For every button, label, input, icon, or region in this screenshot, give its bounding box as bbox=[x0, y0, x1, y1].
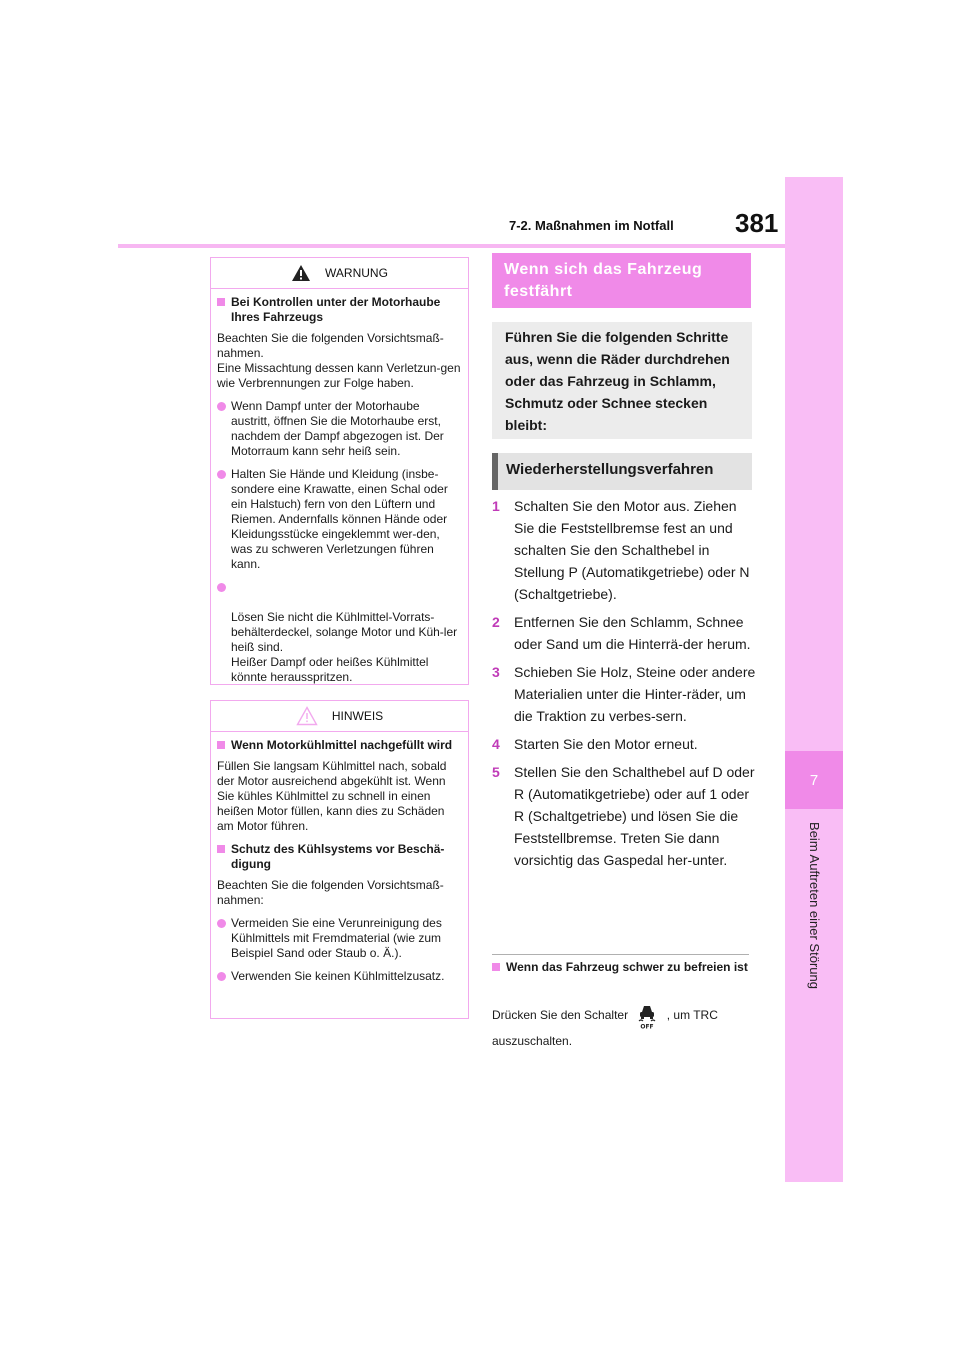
step-text: Stellen Sie den Schalthebel auf D oder R (Automatikgetriebe) oder auf 1 oder R (Schaltgetriebe) und lösen Sie die Feststellbremse. Treten Sie dann vorsichtig das Gaspedal her-unter. bbox=[514, 764, 755, 868]
square-bullet-icon bbox=[217, 298, 225, 306]
warning-bullet: Lösen Sie nicht die Kühlmittel-Vorrats-behälterdeckel, solange Motor und Küh-ler heiß sind. Heißer Dampf oder heißes Kühlmittel könnte herausspritzen. bbox=[217, 580, 462, 685]
chapter-tab-strip bbox=[785, 177, 843, 1182]
step-number: 3 bbox=[492, 664, 500, 680]
note-text-1: Füllen Sie langsam Kühlmittel nach, sobald der Motor ausreichend abgekühlt ist. Wenn Sie kühles Kühlmittel zu schnell in einen heißen Motor füllen, kann dies zu Schäden am Motor führen. bbox=[217, 759, 447, 833]
tail-heading: Wenn das Fahrzeug schwer zu befreien ist bbox=[492, 960, 752, 975]
note-text-2: Beachten Sie die folgenden Vorsichtsmaß-nahmen: bbox=[217, 878, 444, 907]
note-bullet: Vermeiden Sie eine Verunreinigung des Kühlmittels mit Fremdmaterial (wie zum Beispiel Sand oder Staub o. Ä.). bbox=[217, 916, 462, 961]
chapter-title: Beim Auftreten einer Störung bbox=[806, 822, 822, 989]
trc-off-switch-icon bbox=[635, 1003, 659, 1029]
step-number: 2 bbox=[492, 614, 500, 630]
warning-box bbox=[210, 257, 469, 685]
warning-triangle-icon bbox=[291, 264, 311, 282]
step-text: Entfernen Sie den Schlamm, Schnee oder Sand um die Hinterrä-der herum. bbox=[514, 614, 751, 652]
page-number: 381 bbox=[735, 208, 779, 238]
circle-bullet-icon bbox=[217, 402, 226, 411]
note-box bbox=[210, 700, 469, 1019]
trc-off-label: OFF bbox=[640, 1023, 655, 1029]
warning-box-header bbox=[211, 258, 468, 289]
circle-bullet-icon bbox=[217, 919, 226, 928]
note-heading-1: Wenn Motorkühlmittel nachgefüllt wird bbox=[217, 738, 462, 753]
header-rule bbox=[118, 244, 785, 248]
square-bullet-icon bbox=[492, 963, 500, 971]
chapter-number: 7 bbox=[809, 771, 819, 789]
step-text: Schalten Sie den Motor aus. Ziehen Sie die Feststellbremse fest an und schalten Sie den Schalthebel in Stellung P (Automatikgetriebe) oder N (Schaltgetriebe). bbox=[514, 498, 750, 602]
warning-heading: Bei Kontrollen unter der Motorhaube Ihres Fahrzeugs bbox=[217, 295, 462, 325]
tail-text: Drücken Sie den Schalter OFF , um TRC auszuschalten. bbox=[492, 1003, 752, 1053]
step-number: 1 bbox=[492, 498, 500, 514]
step-number: 4 bbox=[492, 736, 500, 752]
procedure-step bbox=[492, 495, 757, 605]
note-bullet: Verwenden Sie keinen Kühlmittelzusatz. bbox=[217, 969, 462, 984]
procedure-step bbox=[492, 733, 757, 755]
square-bullet-icon bbox=[217, 741, 225, 749]
procedure-step bbox=[492, 661, 757, 727]
procedure-step bbox=[492, 611, 757, 655]
procedure-steps bbox=[492, 495, 757, 877]
step-text: Starten Sie den Motor erneut. bbox=[514, 736, 698, 752]
section-divider bbox=[492, 954, 749, 955]
warning-title: WARNUNG bbox=[325, 266, 388, 280]
intro-box: Führen Sie die folgenden Schritte aus, wenn die Räder durchdrehen oder das Fahrzeug in Schlamm, Schmutz oder Schnee stecken bleibt: bbox=[492, 322, 752, 439]
caution-triangle-outline-icon bbox=[296, 706, 318, 726]
note-box-header bbox=[211, 701, 468, 732]
warning-intro: Beachten Sie die folgenden Vorsichtsmaß-nahmen. Eine Missachtung dessen kann Verletzun-gen wie Verbrennungen zur Folge haben. bbox=[217, 331, 461, 390]
procedure-step bbox=[492, 761, 757, 871]
note-heading-2: Schutz des Kühlsystems vor Beschä-digung bbox=[217, 842, 462, 872]
topic-title: Wenn sich das Fahrzeug festfährt bbox=[492, 253, 751, 308]
circle-bullet-icon bbox=[217, 470, 226, 479]
chapter-title-vertical bbox=[784, 818, 844, 993]
section-title: 7-2. Maßnahmen im Notfall bbox=[509, 218, 674, 233]
procedure-heading: Wiederherstellungsverfahren bbox=[492, 453, 752, 490]
warning-bullet: Wenn Dampf unter der Motorhaube austritt, öffnen Sie die Motorhaube erst, nachdem der Dampf abgezogen ist. Der Motorraum kann sehr heiß sein. bbox=[217, 399, 462, 459]
step-number: 5 bbox=[492, 764, 500, 780]
chapter-number-badge bbox=[785, 751, 843, 809]
warning-bullet: Halten Sie Hände und Kleidung (insbe-sondere eine Krawatte, einen Schal oder ein Halstuch) fern von den Lüftern und Riemen. Andernfalls können Hände oder Kleidungsstücke eingeklemmt wer-den, was zu schweren Verletzungen führen kann. bbox=[217, 467, 462, 572]
square-bullet-icon bbox=[217, 845, 225, 853]
step-text: Schieben Sie Holz, Steine oder andere Materialien unter die Hinter-räder, um die Traktion zu verbes-sern. bbox=[514, 664, 756, 724]
circle-bullet-icon bbox=[217, 583, 226, 592]
circle-bullet-icon bbox=[217, 972, 226, 981]
note-title: HINWEIS bbox=[331, 709, 384, 723]
